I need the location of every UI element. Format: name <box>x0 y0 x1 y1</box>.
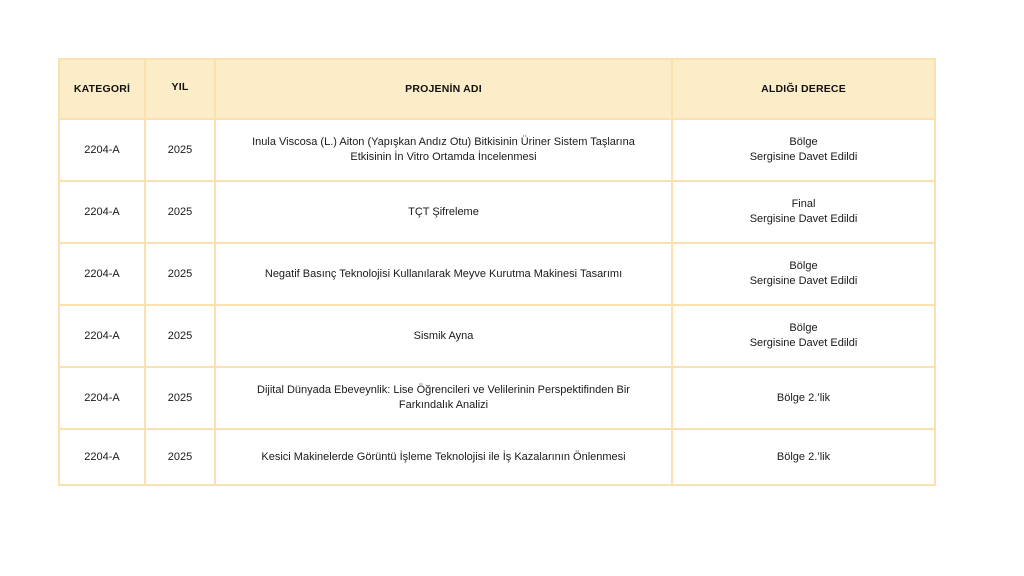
cell-kategori: 2204-A <box>59 429 145 485</box>
table-row <box>59 119 935 181</box>
cell-derece: Final Sergisine Davet Edildi <box>672 181 935 243</box>
cell-yil: 2025 <box>145 429 215 485</box>
cell-kategori: 2204-A <box>59 305 145 367</box>
cell-derece: Bölge Sergisine Davet Edildi <box>672 305 935 367</box>
header-derece: ALDIĞI DERECE <box>672 59 935 119</box>
cell-proje: TÇT Şifreleme <box>215 181 672 243</box>
cell-yil: 2025 <box>145 305 215 367</box>
cell-kategori: 2204-A <box>59 243 145 305</box>
header-proje: PROJENİN ADI <box>215 59 672 119</box>
cell-derece: Bölge Sergisine Davet Edildi <box>672 243 935 305</box>
cell-derece: Bölge Sergisine Davet Edildi <box>672 119 935 181</box>
header-kategori: KATEGORİ <box>59 59 145 119</box>
cell-proje: Dijital Dünyada Ebeveynlik: Lise Öğrencileri ve Velilerinin Perspektifinden Bir Farkındalık Analizi <box>215 367 672 429</box>
cell-yil: 2025 <box>145 243 215 305</box>
cell-yil: 2025 <box>145 119 215 181</box>
table-row <box>59 305 935 367</box>
table-row <box>59 181 935 243</box>
cell-kategori: 2204-A <box>59 119 145 181</box>
cell-yil: 2025 <box>145 367 215 429</box>
header-yil: YIL <box>145 59 215 119</box>
table-row <box>59 243 935 305</box>
cell-proje: Sismik Ayna <box>215 305 672 367</box>
table-header-row <box>59 59 935 119</box>
cell-kategori: 2204-A <box>59 367 145 429</box>
table-row <box>59 429 935 485</box>
cell-derece: Bölge 2.’lik <box>672 429 935 485</box>
cell-derece: Bölge 2.’lik <box>672 367 935 429</box>
cell-proje: Inula Viscosa (L.) Aiton (Yapışkan Andız Otu) Bitkisinin Üriner Sistem Taşlarına Etkisinin İn Vitro Ortamda İncelenmesi <box>215 119 672 181</box>
cell-yil: 2025 <box>145 181 215 243</box>
cell-proje: Kesici Makinelerde Görüntü İşleme Teknolojisi ile İş Kazalarının Önlenmesi <box>215 429 672 485</box>
table-row <box>59 367 935 429</box>
projects-table <box>58 58 936 486</box>
cell-proje: Negatif Basınç Teknolojisi Kullanılarak Meyve Kurutma Makinesi Tasarımı <box>215 243 672 305</box>
projects-table-container <box>58 58 934 486</box>
cell-kategori: 2204-A <box>59 181 145 243</box>
